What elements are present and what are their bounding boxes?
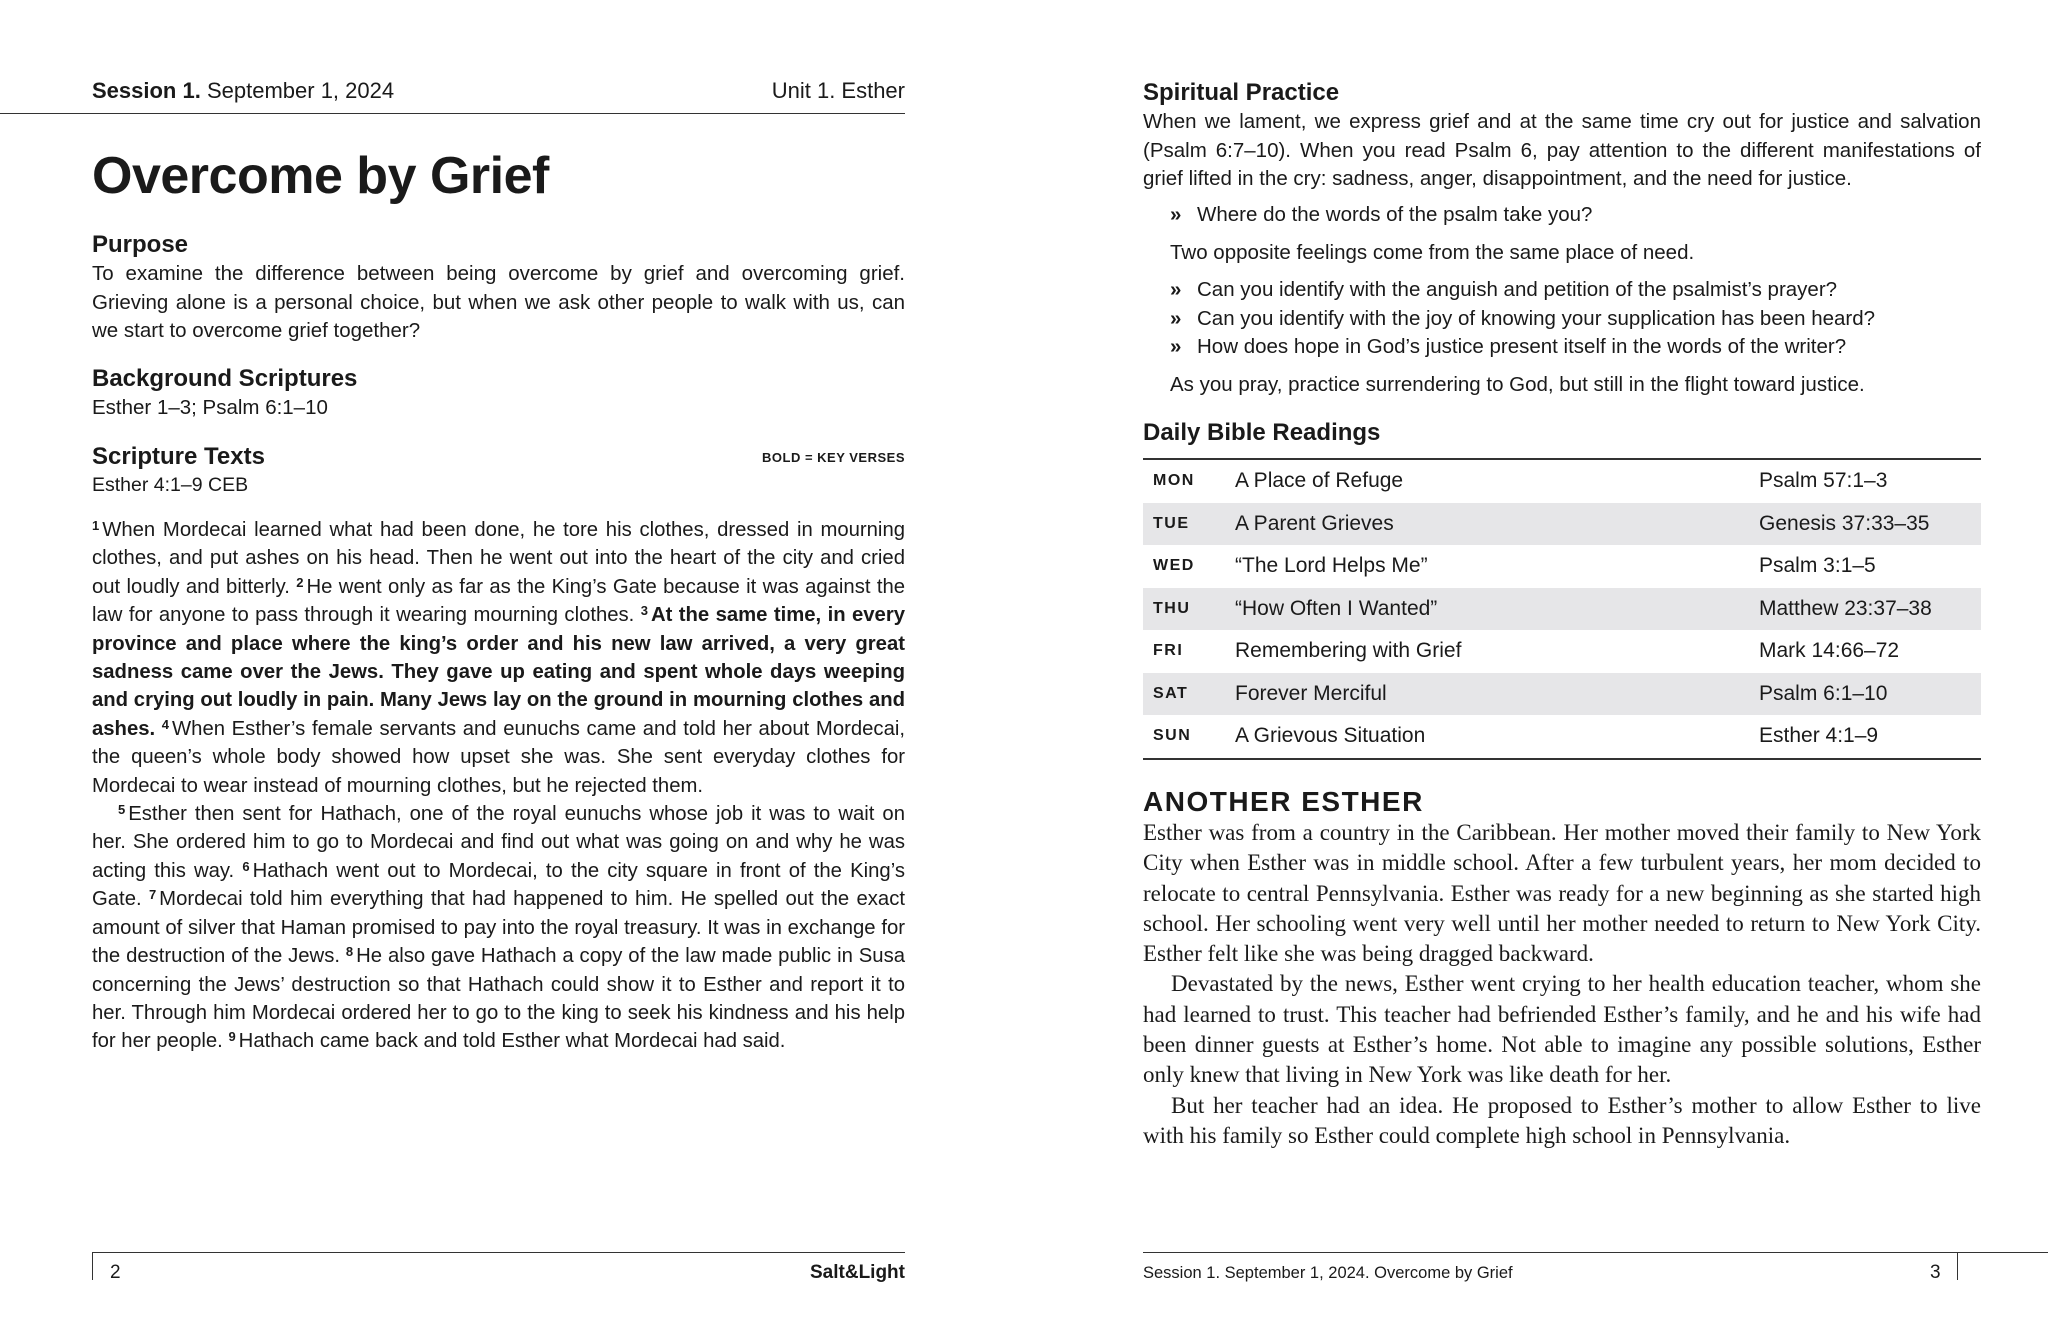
verse-3-key: At the same time, in every province and place where the king’s order and his new law arrived, a very great sadness came over the Jews. They gave up eating and spent whole days weeping and crying out loudly in pain. Many Jews lay on the ground in mourning clothes and ashes. xyxy=(92,604,905,740)
title-cell: “How Often I Wanted” xyxy=(1235,596,1438,620)
verse-number: 5 xyxy=(118,802,126,818)
verse-number: 4 xyxy=(161,716,170,732)
scripture-ref: Esther 4:1–9 CEB xyxy=(92,474,249,496)
title-cell: A Place of Refuge xyxy=(1235,469,1404,493)
bullet-icon: » xyxy=(1170,335,1182,358)
reference-cell: Mark 14:66–72 xyxy=(1759,639,1900,663)
scripture-paragraph xyxy=(92,516,905,800)
table-row xyxy=(1143,588,1981,631)
verse-number: 1 xyxy=(92,518,100,533)
scripture-texts-heading: Scripture Texts xyxy=(92,443,265,470)
page-title: Overcome by Grief xyxy=(92,147,549,205)
reference-cell: Esther 4:1–9 xyxy=(1759,724,1879,748)
readings-heading-block xyxy=(1143,418,1981,448)
reference-cell: Genesis 37:33–35 xyxy=(1759,511,1930,535)
scripture-passage xyxy=(92,516,905,1056)
spiritual-practice-section xyxy=(1143,78,1981,194)
verse-6: Hathach went out to Mordecai, to the city square in front of the King’s Gate. xyxy=(92,859,905,911)
title-cell: A Parent Grieves xyxy=(1235,511,1394,535)
running-head-left xyxy=(92,78,905,104)
reflection-prompts xyxy=(1143,201,1981,399)
reflection-note: As you pray, practice surrendering to God, but still in the flight toward justice. xyxy=(1170,372,1865,396)
footer-tick xyxy=(92,1252,93,1280)
list-item xyxy=(1143,276,1981,305)
reference-cell: Psalm 3:1–5 xyxy=(1759,554,1876,578)
scripture-paragraph xyxy=(92,800,905,1056)
verse-number: 9 xyxy=(228,1029,236,1045)
right-page xyxy=(1024,0,2048,1317)
brand-name: Salt&Light xyxy=(810,1262,905,1283)
purpose-heading: Purpose xyxy=(92,231,189,258)
readings-heading: Daily Bible Readings xyxy=(1143,419,1381,446)
session-date xyxy=(92,78,394,104)
bullet-icon: » xyxy=(1170,306,1182,330)
footer-tick xyxy=(1957,1252,1958,1280)
session-label: Session 1. xyxy=(92,78,201,103)
list-item xyxy=(1143,333,1981,362)
table-row xyxy=(1143,673,1981,716)
verse-7: Mordecai told him everything that had happened to him. He spelled out the exact amount of silver that Haman promised to pay into the royal treasury. It was in exchange for the destruction of the Jews. xyxy=(92,888,905,968)
practice-text: When we lament, we express grief and at the same time cry out for justice and salvation (Psalm 6:7–10). When you read Psalm 6, pay attention to the different manifestations of grief lifted in the cry: sadness, anger, disappointment, and the need for justice. xyxy=(1143,110,1981,190)
story-paragraph: Esther was from a country in the Caribbean. Her mother moved their family to New York City when Esther was in middle school. After a few turbulent years, her mom decided to relocate to central Pennsylvania. Esther was ready for a new beginning as she started high school. Her schooling went very well until her mother needed to return to New York City. Esther felt like she was being dragged backward. xyxy=(1143,820,1981,967)
practice-heading: Spiritual Practice xyxy=(1143,79,1340,106)
footer-rule xyxy=(1143,1252,2048,1253)
bullet-icon: » xyxy=(1170,203,1182,226)
background-heading: Background Scriptures xyxy=(92,365,358,392)
header-rule xyxy=(0,113,905,114)
bullet-icon: » xyxy=(1170,278,1182,301)
day-cell: SUN xyxy=(1153,727,1192,745)
day-cell: MON xyxy=(1153,472,1195,490)
purpose-text: To examine the difference between being overcome by grief and overcoming grief. Grieving alone is a personal choice, but when we ask other people to walk with us, can we start to overcome grief together? xyxy=(92,262,905,342)
title-cell: A Grievous Situation xyxy=(1235,724,1426,748)
prompt-text: Can you identify with the anguish and petition of the psalmist’s prayer? xyxy=(1197,278,1838,301)
background-section xyxy=(92,364,905,423)
page-number: 3 xyxy=(1930,1262,1941,1283)
day-cell: WED xyxy=(1153,557,1195,575)
unit-label: Unit 1. Esther xyxy=(771,78,905,103)
story-section xyxy=(1143,786,1981,1151)
list-item xyxy=(1143,201,1981,230)
prompt-text: How does hope in God’s justice present itself in the words of the writer? xyxy=(1197,335,1847,358)
title-cell: “The Lord Helps Me” xyxy=(1235,554,1428,578)
table-row xyxy=(1143,460,1981,503)
table-row xyxy=(1143,503,1981,546)
verse-5: Esther then sent for Hathach, one of the royal eunuchs whose job it was to wait on her. She ordered him to go to Mordecai and find out what was going on and why he was acting this way. xyxy=(92,803,905,882)
verse-2: He went only as far as the King’s Gate because it was against the law for anyone to pass through it wearing mourning clothes. xyxy=(92,575,906,627)
prompt-text: Where do the words of the psalm take you? xyxy=(1197,203,1593,226)
verse-number: 6 xyxy=(242,858,250,874)
purpose-section xyxy=(92,230,905,346)
session-date-text: September 1, 2024 xyxy=(206,78,395,103)
daily-readings-table xyxy=(1143,458,1981,760)
day-cell: FRI xyxy=(1153,642,1184,660)
footer-session-label: Session 1. September 1, 2024. Overcome by Grief xyxy=(1143,1264,1513,1282)
story-paragraph: Devastated by the news, Esther went crying to her health education teacher, whom she had learned to trust. This teacher had befriended Esther’s family, and he and his wife had been dinner guests at Esther’s home. Not able to imagine any possible solutions, Esther only knew that living in New York was like death for her. xyxy=(1143,971,1981,1088)
story-text xyxy=(1143,818,1981,1151)
page-number: 2 xyxy=(110,1262,121,1283)
story-paragraph: But her teacher had an idea. He proposed to Esther’s mother to allow Esther to live with his family so Esther could complete high school in Pennsylvania. xyxy=(1143,1092,1981,1148)
bullet-list xyxy=(1143,276,1981,362)
reference-cell: Psalm 6:1–10 xyxy=(1759,681,1888,705)
table-row xyxy=(1143,630,1981,673)
table-row xyxy=(1143,715,1981,758)
reflection-note: Two opposite feelings come from the same place of need. xyxy=(1170,240,1695,264)
verse-4: When Esther’s female servants and eunuchs came and told her about Mordecai, the queen’s whole body showed how upset she was. She sent everyday clothes for Mordecai to wear instead of mourning clothes, but he rejected them. xyxy=(92,717,905,797)
title-cell: Forever Merciful xyxy=(1235,681,1387,705)
verse-1: When Mordecai learned what had been done, he tore his clothes, dressed in mourning clothes, and put ashes on his head. Then he went out into the heart of the city and cried out loudly and bitterly. xyxy=(92,519,905,598)
key-verses-label: BOLD = KEY VERSES xyxy=(762,450,905,465)
verse-number: 8 xyxy=(345,944,354,960)
day-cell: THU xyxy=(1153,599,1191,617)
verse-8: He also gave Hathach a copy of the law made public in Susa concerning the Jews’ destruction so that Hathach could show it to Esther and report it to her. Through him Mordecai ordered her to go to the king to seek his kindness and his help for her people. xyxy=(92,945,905,1053)
reference-cell: Matthew 23:37–38 xyxy=(1759,596,1932,620)
background-refs: Esther 1–3; Psalm 6:1–10 xyxy=(92,396,328,419)
prompt-text: Can you identify with the joy of knowing your supplication has been heard? xyxy=(1197,306,1876,330)
story-heading: ANOTHER ESTHER xyxy=(1143,786,1424,817)
footer-rule xyxy=(92,1252,905,1253)
day-cell: TUE xyxy=(1153,514,1190,532)
bullet-list xyxy=(1143,201,1981,230)
verse-number: 2 xyxy=(296,574,304,590)
verse-number: 3 xyxy=(640,603,648,619)
scripture-texts-section xyxy=(92,442,905,498)
list-item xyxy=(1143,305,1981,334)
reference-cell: Psalm 57:1–3 xyxy=(1759,469,1888,493)
table-row xyxy=(1143,545,1981,588)
verse-number: 7 xyxy=(148,887,157,903)
title-cell: Remembering with Grief xyxy=(1235,639,1462,663)
day-cell: SAT xyxy=(1153,684,1189,702)
verse-9: Hathach came back and told Esther what Mordecai had said. xyxy=(238,1030,786,1053)
